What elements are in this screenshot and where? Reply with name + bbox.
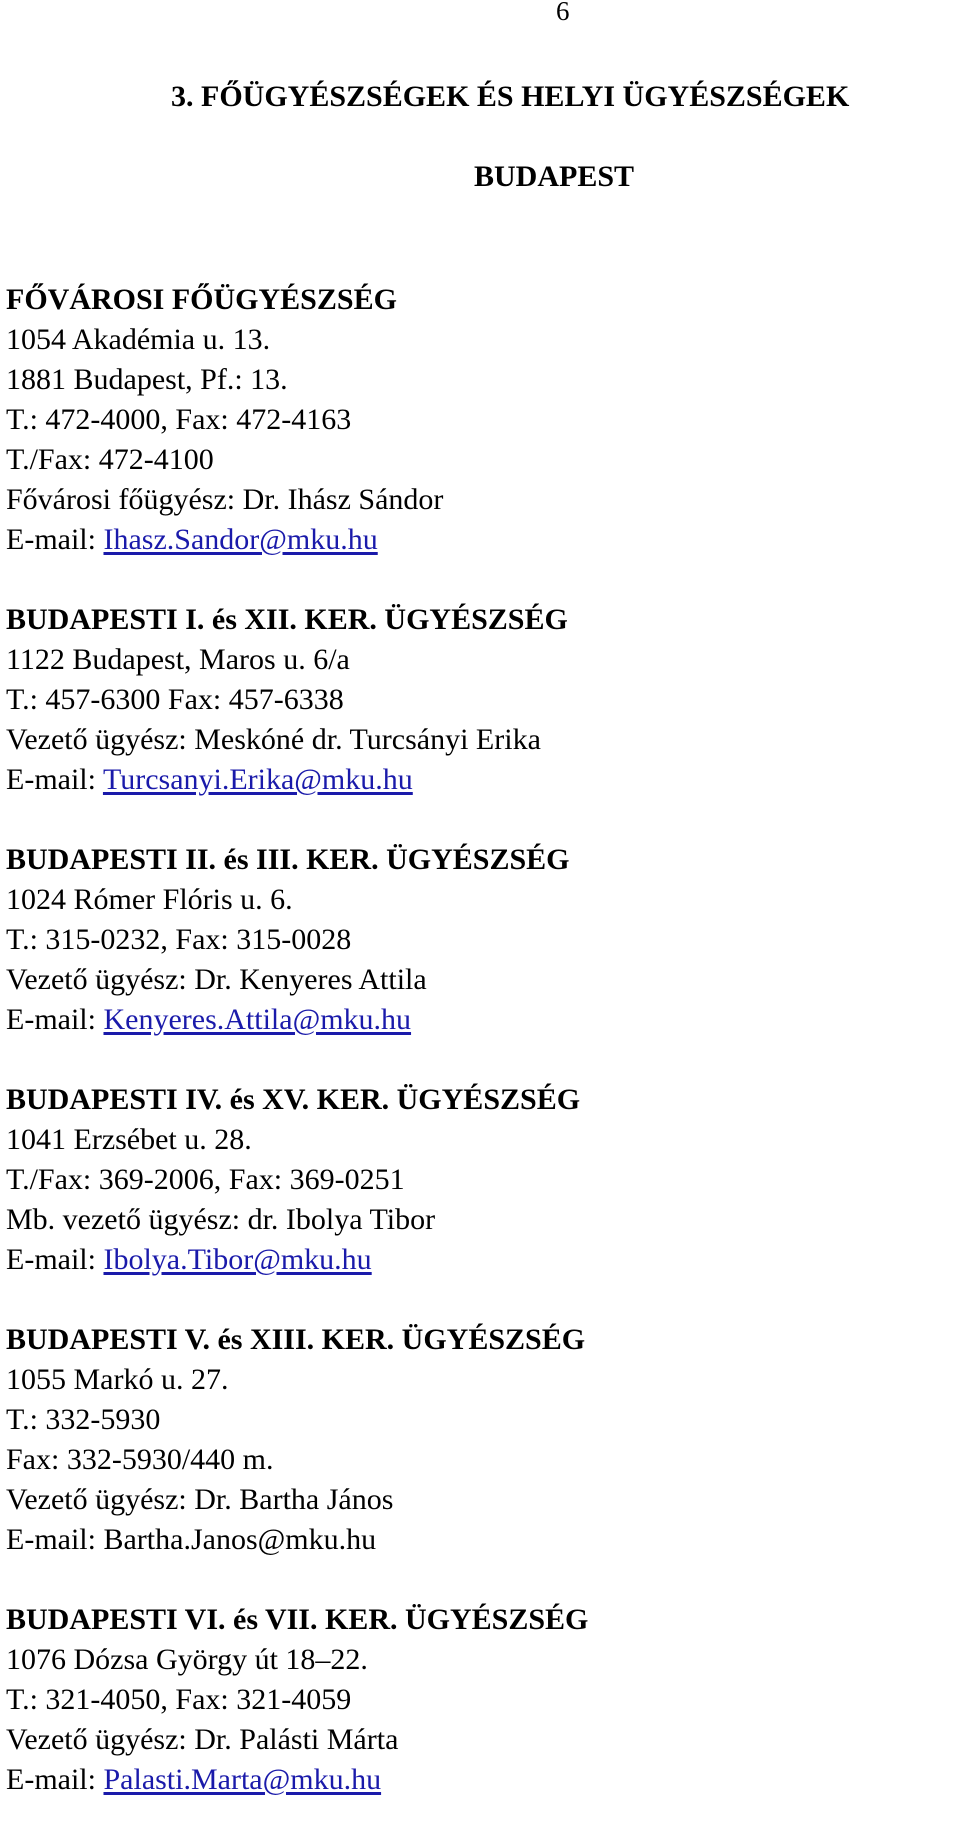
city-title: BUDAPEST [474, 160, 635, 193]
office-email-line [6, 1000, 946, 1040]
office-address: 1041 Erzsébet u. 28. [6, 1123, 252, 1156]
office-address: 1076 Dózsa György út 18–22. [6, 1643, 368, 1676]
page-number: 6 [556, 0, 570, 26]
office-fax: T./Fax: 472-4100 [6, 443, 214, 476]
office-address: 1024 Rómer Flóris u. 6. [6, 883, 293, 916]
office-name: FŐVÁROSI FŐÜGYÉSZSÉG [6, 283, 397, 316]
email-text: Bartha.Janos@mku.hu [103, 1523, 377, 1556]
office-head: Vezető ügyész: Dr. Palásti Márta [6, 1723, 399, 1756]
office-name: BUDAPESTI V. és XIII. KER. ÜGYÉSZSÉG [6, 1323, 586, 1356]
office-postal: 1881 Budapest, Pf.: 13. [6, 363, 288, 396]
office-phone: T.: 315-0232, Fax: 315-0028 [6, 923, 352, 956]
office-head: Fővárosi főügyész: Dr. Ihász Sándor [6, 483, 444, 516]
office-address: 1055 Markó u. 27. [6, 1363, 229, 1396]
office-phone: T.: 457-6300 Fax: 457-6338 [6, 683, 344, 716]
office-entry [6, 840, 946, 1040]
email-link[interactable]: Palasti.Marta@mku.hu [103, 1763, 382, 1796]
office-entry [6, 1320, 946, 1560]
email-label: E-mail: [6, 763, 103, 796]
office-entry [6, 1600, 946, 1800]
email-link[interactable]: Turcsanyi.Erika@mku.hu [102, 763, 413, 796]
office-head: Vezető ügyész: Dr. Bartha János [6, 1483, 394, 1516]
email-label: E-mail: [6, 523, 104, 556]
office-email-line [6, 1760, 946, 1800]
office-head: Vezető ügyész: Meskóné dr. Turcsányi Erika [6, 723, 541, 756]
office-address: 1122 Budapest, Maros u. 6/a [6, 643, 350, 676]
office-phone: T.: 332-5930 [6, 1403, 161, 1436]
office-email-line [6, 1240, 946, 1280]
email-link[interactable]: Ihasz.Sandor@mku.hu [103, 523, 378, 556]
email-label: E-mail: [6, 1523, 104, 1556]
office-head: Mb. vezető ügyész: dr. Ibolya Tibor [6, 1203, 436, 1236]
email-link[interactable]: Kenyeres.Attila@mku.hu [103, 1003, 412, 1036]
office-name: BUDAPESTI II. és III. KER. ÜGYÉSZSÉG [6, 843, 570, 876]
office-entry [6, 1080, 946, 1280]
office-head: Vezető ügyész: Dr. Kenyeres Attila [6, 963, 427, 996]
email-label: E-mail: [6, 1763, 104, 1796]
office-email-line [6, 760, 946, 800]
office-name: BUDAPESTI VI. és VII. KER. ÜGYÉSZSÉG [6, 1603, 589, 1636]
office-list [6, 280, 946, 1840]
email-label: E-mail: [6, 1243, 104, 1276]
office-entry [6, 600, 946, 800]
office-phone: T.: 321-4050, Fax: 321-4059 [6, 1683, 352, 1716]
office-email-line [6, 1520, 946, 1560]
chapter-title: 3. FŐÜGYÉSZSÉGEK ÉS HELYI ÜGYÉSZSÉGEK [171, 80, 850, 113]
office-name: BUDAPESTI IV. és XV. KER. ÜGYÉSZSÉG [6, 1083, 581, 1116]
office-fax: Fax: 332-5930/440 m. [6, 1443, 274, 1476]
office-phone: T.: 472-4000, Fax: 472-4163 [6, 403, 352, 436]
office-email-line [6, 520, 946, 560]
office-phone: T./Fax: 369-2006, Fax: 369-0251 [6, 1163, 405, 1196]
email-label: E-mail: [6, 1003, 104, 1036]
office-entry [6, 280, 946, 560]
email-link[interactable]: Ibolya.Tibor@mku.hu [103, 1243, 372, 1276]
office-name: BUDAPESTI I. és XII. KER. ÜGYÉSZSÉG [6, 603, 568, 636]
office-address: 1054 Akadémia u. 13. [6, 323, 271, 356]
